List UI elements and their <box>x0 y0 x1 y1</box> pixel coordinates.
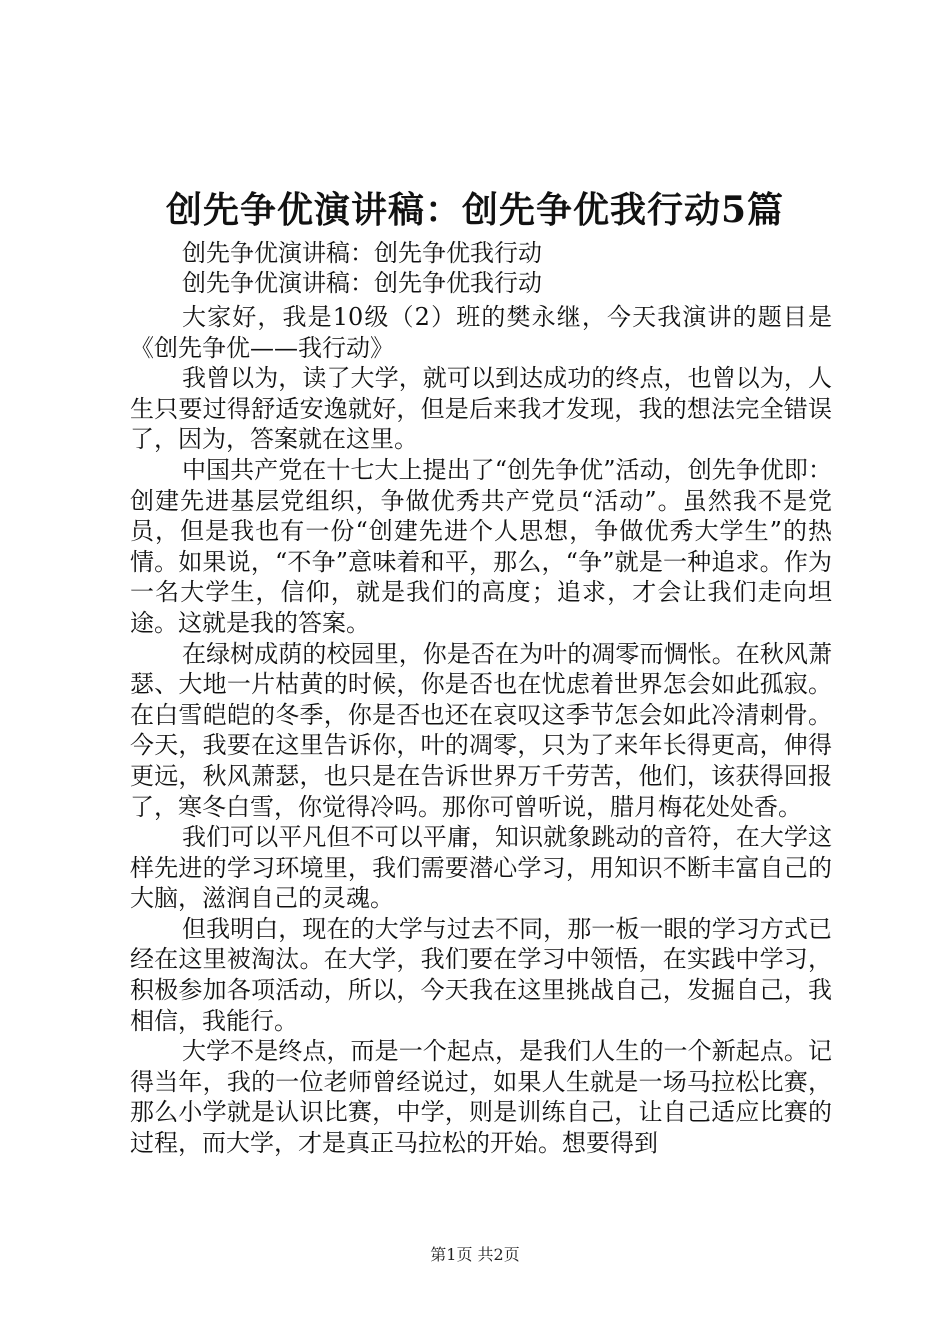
page-footer: 第1页 共2页 <box>430 1245 520 1264</box>
subtitle-line-2: 创先争优演讲稿：创先争优我行动 <box>182 269 542 297</box>
paragraph: 我们可以平凡但不可以平庸，知识就象跳动的音符，在大学这样先进的学习环境里，我们需要潜心学习，用知识不断丰富自己的大脑，滋润自己的灵魂。 <box>130 823 832 913</box>
subtitle-line-1: 创先争优演讲稿：创先争优我行动 <box>182 239 542 267</box>
paragraph: 在绿树成荫的校园里，你是否在为叶的凋零而惆怅。在秋风萧瑟、大地一片枯黄的时候，你是否也在忧虑着世界怎会如此孤寂。在白雪皑皑的冬季，你是否也还在哀叹这季节怎会如此冷清刺骨。今天，我要在这里告诉你，叶的凋零，只为了来年长得更高，伸得更远，秋风萧瑟，也只是在告诉世界万千劳苦，他们，该获得回报了，寒冬白雪，你觉得冷吗。那你可曾听说，腊月梅花处处香。 <box>130 639 832 821</box>
paragraph: 大家好，我是10级（2）班的樊永继，今天我演讲的题目是《创先争优——我行动》 <box>130 303 832 362</box>
body-text <box>130 302 832 1159</box>
paragraph: 大学不是终点，而是一个起点，是我们人生的一个新起点。记得当年，我的一位老师曾经说过，如果人生就是一场马拉松比赛，那么小学就是认识比赛，中学，则是训练自己，让自己适应比赛的过程，而大学，才是真正马拉松的开始。想要得到 <box>130 1037 832 1158</box>
paragraph: 我曾以为，读了大学，就可以到达成功的终点，也曾以为，人生只要过得舒适安逸就好，但是后来我才发现，我的想法完全错误了，因为，答案就在这里。 <box>130 364 832 454</box>
paragraph: 中国共产党在十七大上提出了“创先争优”活动，创先争优即：创建先进基层党组织，争做优秀共产党员“活动”。虽然我不是党员，但是我也有一份“创建先进个人思想，争做优秀大学生”的热情。如果说，“不争”意味着和平，那么，“争”就是一种追求。作为一名大学生，信仰，就是我们的高度；追求，才会让我们走向坦途。这就是我的答案。 <box>130 455 832 637</box>
paragraph: 但我明白，现在的大学与过去不同，那一板一眼的学习方式已经在这里被淘汰。在大学，我们要在学习中领悟，在实践中学习，积极参加各项活动，所以，今天我在这里挑战自己，发掘自己，我相信，我能行。 <box>130 914 832 1035</box>
page-title: 创先争优演讲稿：创先争优我行动5篇 <box>165 189 785 231</box>
